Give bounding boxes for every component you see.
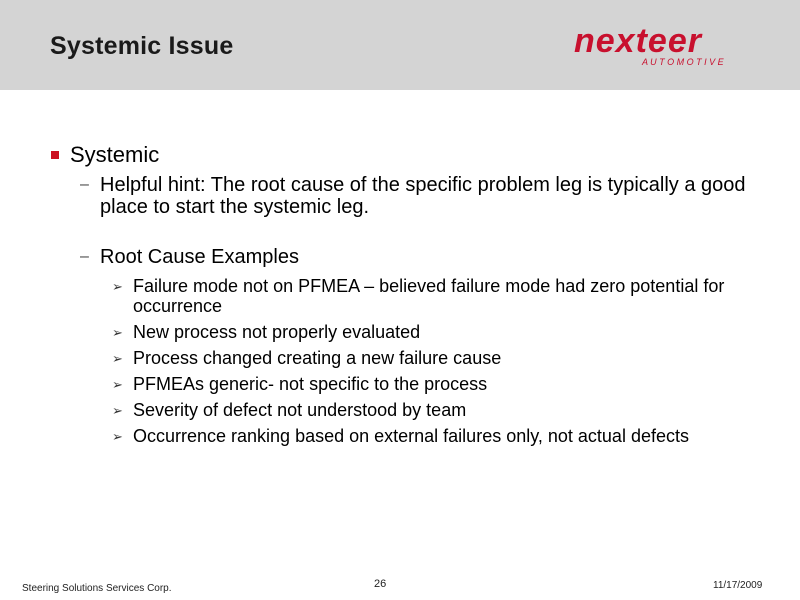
arrow-bullet-icon: ➢	[112, 429, 123, 444]
logo-tagline: A U T O M O T I V E	[642, 57, 724, 67]
example-text: Process changed creating a new failure cause	[133, 348, 502, 368]
footer-date: 11/17/2009	[713, 580, 763, 591]
level1-text: Systemic	[70, 142, 160, 167]
footer-company: Steering Solutions Services Corp.	[22, 583, 172, 594]
example-item	[48, 276, 768, 316]
nexteer-logo	[572, 24, 768, 68]
example-item	[48, 348, 768, 368]
hint-item	[48, 174, 768, 218]
example-item	[48, 400, 768, 420]
arrow-bullet-icon: ➢	[112, 325, 123, 340]
square-bullet-icon	[51, 151, 59, 159]
level1-item	[48, 142, 768, 168]
hint-text: Helpful hint: The root cause of the specific problem leg is typically a good place to start the systemic leg.	[100, 174, 746, 218]
arrow-bullet-icon: ➢	[112, 279, 123, 294]
example-text: PFMEAs generic- not specific to the process	[133, 374, 488, 394]
logo-wordmark: nexteer	[574, 24, 702, 60]
example-text: Failure mode not on PFMEA – believed failure mode had zero potential for occurrence	[133, 276, 725, 316]
examples-heading-item	[48, 246, 768, 268]
example-item	[48, 426, 768, 446]
example-item	[48, 322, 768, 342]
dash-bullet-icon: –	[80, 176, 89, 193]
arrow-bullet-icon: ➢	[112, 351, 123, 366]
arrow-bullet-icon: ➢	[112, 377, 123, 392]
dash-bullet-icon: –	[80, 248, 89, 265]
example-text: Occurrence ranking based on external failures only, not actual defects	[133, 426, 689, 446]
example-item	[48, 374, 768, 394]
page-number: 26	[374, 578, 387, 590]
example-text: Severity of defect not understood by team	[133, 400, 467, 420]
arrow-bullet-icon: ➢	[112, 403, 123, 418]
slide-title: Systemic Issue	[50, 32, 234, 60]
slide-content	[48, 142, 768, 452]
example-text: New process not properly evaluated	[133, 322, 421, 342]
examples-heading: Root Cause Examples	[100, 246, 299, 268]
